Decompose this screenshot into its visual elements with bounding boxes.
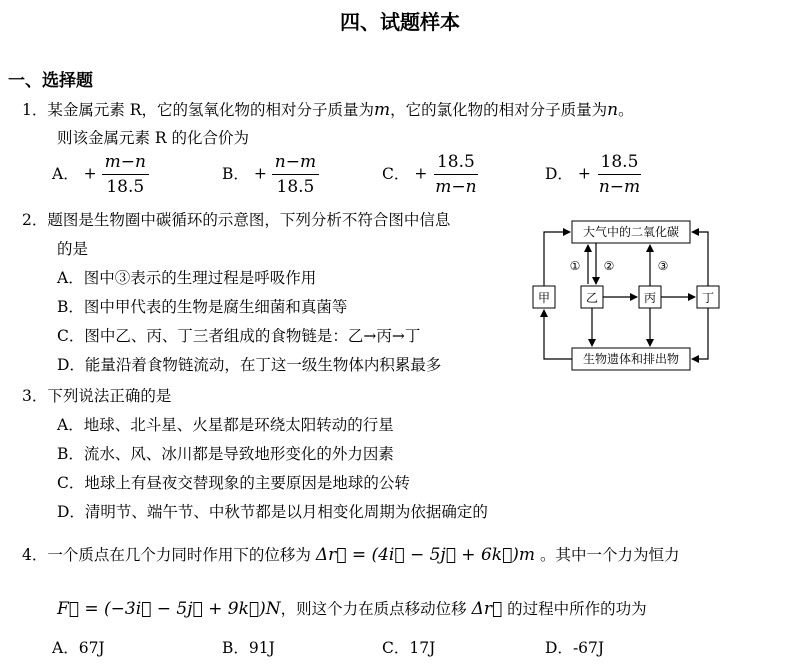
arrow-remains-to-jia [544,310,572,359]
q4-option-b: B．91J [222,639,275,657]
carbon-cycle-diagram [525,213,725,378]
jia-label: 甲 [537,291,551,305]
q3-option-d: D．清明节、端午节、中秋节都是以月相变化周期为依据确定的 [57,503,488,521]
q1-option-a: A． + $\frac{m-n}{18.5}$ [52,152,149,197]
fraction: $\frac{n-m}{18.5}$ [272,152,319,197]
arrow-ding-to-atmosphere [692,232,708,286]
q2-option-a: A．图中③表示的生理过程是呼吸作用 [57,269,317,287]
q2-stem-line1: 2．题图是生物圈中碳循环的示意图，下列分析不符合图中信息 [22,211,451,229]
fraction: $\frac{18.5}{n-m}$ [598,152,641,197]
section-heading: 一、选择题 [8,71,93,91]
q4-option-d: D．-67J [545,639,605,657]
remains-label: 生物遗体和排出物 [582,352,680,366]
yi-label: 乙 [585,291,599,305]
q3-option-a: A．地球、北斗星、火星都是环绕太阳转动的行星 [57,416,394,434]
bing-label: 丙 [643,291,657,305]
displacement-symbol: Δr⃗ [471,599,503,619]
atmosphere-co2-label: 大气中的二氧化碳 [582,225,680,239]
q4-option-a: A．67J [52,639,105,657]
q2-stem-line2: 的是 [57,240,89,258]
ding-label: 丁 [701,291,715,305]
q1-option-d: D． + $\frac{18.5}{n-m}$ [545,152,643,197]
q4-stem-line1: 4．一个质点在几个力同时作用下的位移为 Δr⃗ = (4i⃗ − 5j⃗ + 6k⃗)m 。其中一个力为恒力 [22,545,680,565]
q2-option-d: D．能量沿着食物链流动，在丁这一级生物体内积累最多 [57,356,442,374]
mark-1: ① [569,259,581,273]
mark-3: ③ [657,259,669,273]
fraction: $\frac{18.5}{m-n}$ [435,152,477,197]
arrow-jia-to-atmosphere [544,232,570,286]
fraction: $\frac{m-n}{18.5}$ [102,152,149,197]
displacement-formula: Δr⃗ = (4i⃗ − 5j⃗ + 6k⃗)m [315,545,536,565]
force-formula: F⃗ = (−3i⃗ − 5j⃗ + 9k⃗)N [57,599,281,619]
q4-stem-line2: F⃗ = (−3i⃗ − 5j⃗ + 9k⃗)N，则这个力在质点移动位移 Δr⃗ 的过程中所作的功为 [57,599,647,619]
q1-option-b: B． + $\frac{n-m}{18.5}$ [222,152,319,197]
arrow-ding-to-remains [692,308,708,359]
mark-2: ② [603,259,615,273]
q3-option-c: C．地球上有昼夜交替现象的主要原因是地球的公转 [57,474,410,492]
q4-option-c: C．17J [382,639,436,657]
q3-option-b: B．流水、风、冰川都是导致地形变化的外力因素 [57,445,394,463]
q1-stem-line1: 1．某金属元素 R，它的氢氧化物的相对分子质量为m，它的氯化物的相对分子质量为n。 [22,100,634,120]
page-title: 四、试题样本 [340,10,460,34]
q2-option-b: B．图中甲代表的生物是腐生细菌和真菌等 [57,298,348,316]
q2-option-c: C．图中乙、丙、丁三者组成的食物链是：乙→丙→丁 [57,327,421,345]
q3-stem: 3．下列说法正确的是 [22,387,172,405]
q1-option-c: C． + $\frac{18.5}{m-n}$ [382,152,480,197]
q1-stem-line2: 则该金属元素 R 的化合价为 [57,129,250,147]
